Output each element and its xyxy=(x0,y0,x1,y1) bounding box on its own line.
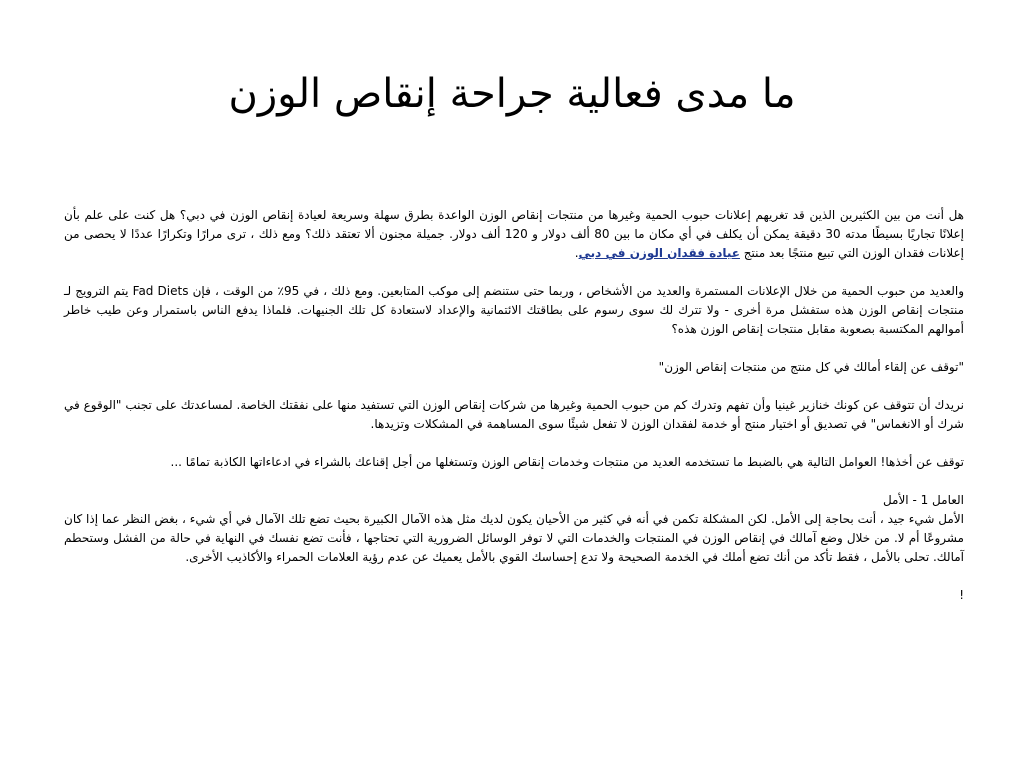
slide-title: ما مدى فعالية جراحة إنقاص الوزن xyxy=(228,71,796,117)
factor-heading: العامل 1 - الأمل xyxy=(882,493,964,507)
paragraph-stop: توقف عن أخذها! العوامل التالية هي بالضبط ما تستخدمه العديد من منتجات وخدمات إنقاص الوزن وتستغلها من أجل إقناعك بالشراء في ادعاءاتها الكاذبة تمامًا ... xyxy=(170,455,964,469)
factor-body: الأمل شيء جيد ، أنت بحاجة إلى الأمل. لكن المشكلة تكمن في أنه في كثير من الأحيان يكون لديك مثل هذه الآمال الكبيرة بحيث تضع تلك الآمال في أي شيء ، بغض النظر عما إذا كان مشروعًا أم لا. من خلال وضع آمالك في إنقاص الوزن في المنتجات والخدمات التي لا توفر الوسائل الضرورية التي تحتاجها ، فأنت تضع نفسك في النهاية في حالة من الفشل وستحطم آمالك. تحلى بالأمل ، فقط تأكد من أنك تضع أملك في الخدمة الصحيحة ولا تدع إحساسك القوي بالأمل يعميك عن عدم رؤية العلامات الحمراء والأكاذيب الأخرى. xyxy=(64,512,964,564)
paragraph-diet-pills: والعديد من حبوب الحمية من خلال الإعلانات المستمرة والعديد من الأشخاص ، وربما حتى ستنضم إلى موكب المتابعين. ومع ذلك ، في 95٪ من الوقت ، فإن Fad Diets يتم الترويج لـ منتجات إنقاص الوزن هذه ستفشل مرة أخرى - ولا تترك لك سوى رسوم على بطاقتك الائتمانية والإعداد لاستعادة كل تلك الجنيهات. فلماذا يدفع الناس باستمرار وعن طيب خاطر أموالهم المكتسبة بصعوبة مقابل منتجات إنقاص الوزن هذه؟ xyxy=(64,284,965,336)
paragraph-quote: "توقف عن إلقاء أمالك في كل منتج من منتجات إنقاص الوزن" xyxy=(658,360,964,374)
paragraph-intro-end: . xyxy=(574,246,579,260)
slide-body xyxy=(64,206,964,624)
paragraph-intro-text: هل أنت من بين الكثيرين الذين قد تغريهم إعلانات حبوب الحمية وغيرها من منتجات إنقاص الوزن الواعدة بطرق سهلة وسريعة لعيادة إنقاص الوزن في دبي؟ هل كنت على علم بأن إعلانًا تجاريًا بسيطًا مدته 30 دقيقة يمكن أن يكلف في أي مكان ما بين 80 ألف دولار و 120 ألف دولار. جميلة مجنون ألا تعتقد ذلك؟ ومع ذلك ، ترى مرارًا وتكرارًا عددًا لا يحصى من إعلانات فقدان الوزن التي تبيع منتجًا بعد منتج xyxy=(64,208,964,260)
paragraph-guinea-pigs: نريدك أن تتوقف عن كونك خنازير غينيا وأن تفهم وتدرك كم من حبوب الحمية وغيرها من شركات إنقاص الوزن التي تستفيد منها على نفقتك الخاصة. لمساعدتك على تجنب "الوقوع في شرك أو الانغماس" في تصديق أو اختيار منتج أو خدمة لفقدان الوزن لا تفعل شيئًا سوى المساهمة في المشكلات وتزيدها. xyxy=(64,398,964,431)
clinic-link[interactable]: عيادة فقدان الوزن في دبي xyxy=(578,246,740,260)
paragraph-intro xyxy=(64,206,964,263)
paragraph-exclamation: ! xyxy=(959,588,964,602)
